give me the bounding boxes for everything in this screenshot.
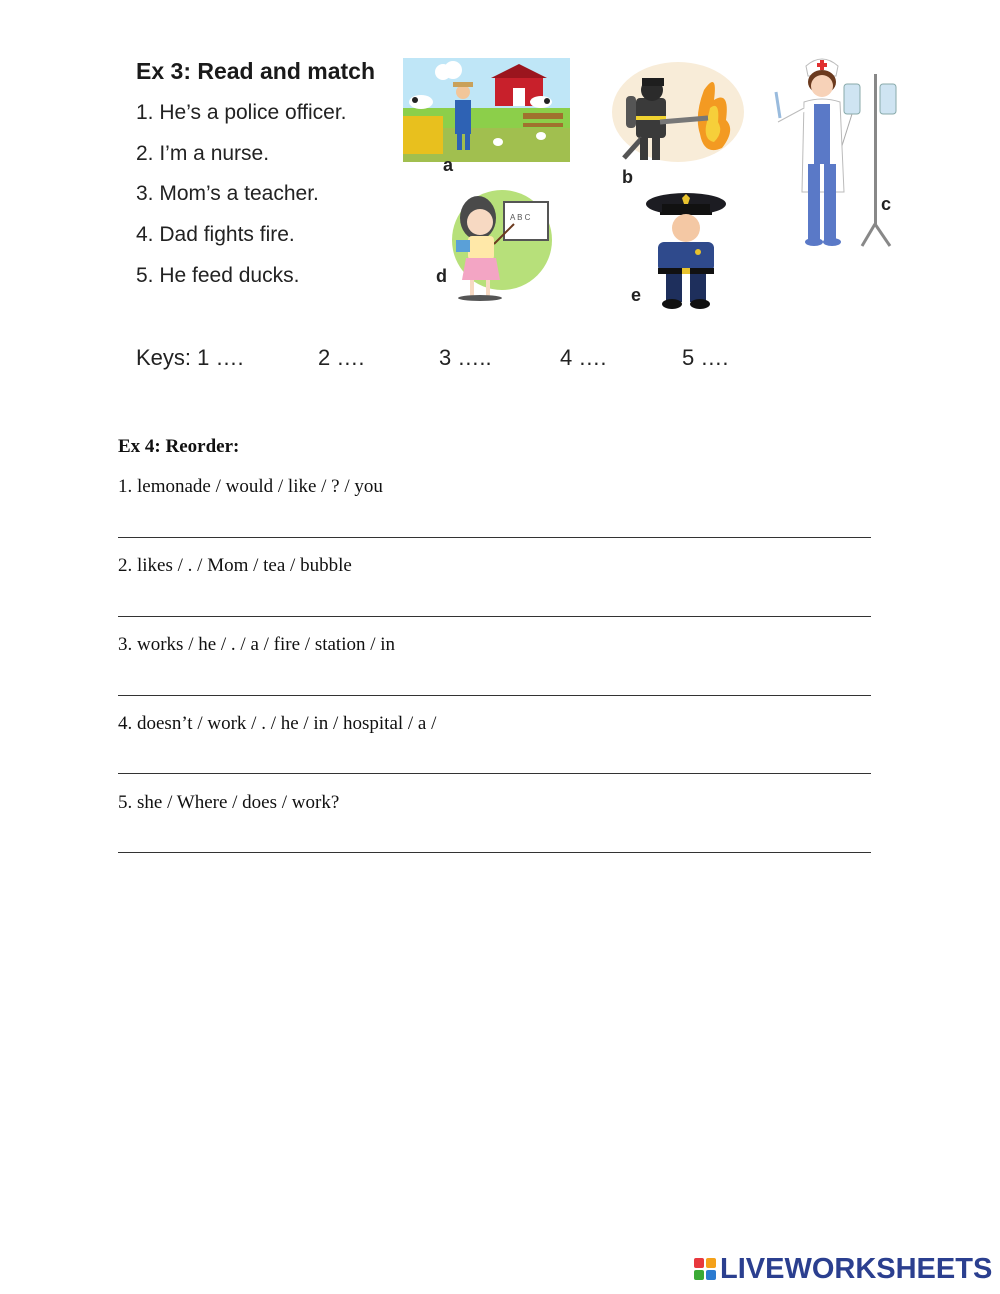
reorder-prompt: 3. works / he / . / a / fire / station / in xyxy=(118,634,396,655)
answer-line[interactable] xyxy=(118,773,871,774)
ex3-item: 2. I’m a nurse. xyxy=(136,142,270,165)
answer-line[interactable] xyxy=(118,852,871,853)
liveworksheets-logo xyxy=(694,1254,992,1284)
firefighter-icon xyxy=(606,60,746,165)
ex3-item: 3. Mom’s a teacher. xyxy=(136,182,319,205)
answer-key-2[interactable]: 2 …. xyxy=(318,345,365,370)
ex4-title: Ex 4: Reorder: xyxy=(118,436,240,457)
answer-line[interactable] xyxy=(118,537,871,538)
police-officer-icon xyxy=(642,192,730,310)
picture-label-b: b xyxy=(622,167,633,187)
reorder-prompt: 5. she / Where / does / work? xyxy=(118,792,340,813)
answer-key-1[interactable]: Keys: 1 …. xyxy=(136,345,244,370)
answer-key-4[interactable]: 4 …. xyxy=(560,345,607,370)
ex3-title: Ex 3: Read and match xyxy=(136,58,376,84)
ex3-item: 5. He feed ducks. xyxy=(136,264,300,287)
picture-label-c: c xyxy=(881,194,892,214)
reorder-prompt: 4. doesn’t / work / . / he / in / hospital / a / xyxy=(118,713,437,734)
logo-blocks-icon xyxy=(694,1258,716,1280)
farmer-icon xyxy=(403,58,570,162)
answer-line[interactable] xyxy=(118,616,871,617)
reorder-prompt: 1. lemonade / would / like / ? / you xyxy=(118,476,383,497)
ex3-item: 1. He’s a police officer. xyxy=(136,101,347,124)
picture-label-d: d xyxy=(436,266,447,286)
answer-key-5[interactable]: 5 …. xyxy=(682,345,729,370)
svg-text:A B C: A B C xyxy=(510,213,531,222)
answer-key-3[interactable]: 3 ….. xyxy=(439,345,492,370)
reorder-prompt: 2. likes / . / Mom / tea / bubble xyxy=(118,555,352,576)
picture-label-a: a xyxy=(443,155,454,175)
logo-text: LIVEWORKSHEETS xyxy=(720,1252,993,1285)
ex3-item: 4. Dad fights fire. xyxy=(136,223,295,246)
teacher-icon xyxy=(448,188,552,302)
picture-label-e: e xyxy=(631,285,642,305)
answer-line[interactable] xyxy=(118,695,871,696)
nurse-icon xyxy=(768,52,900,250)
